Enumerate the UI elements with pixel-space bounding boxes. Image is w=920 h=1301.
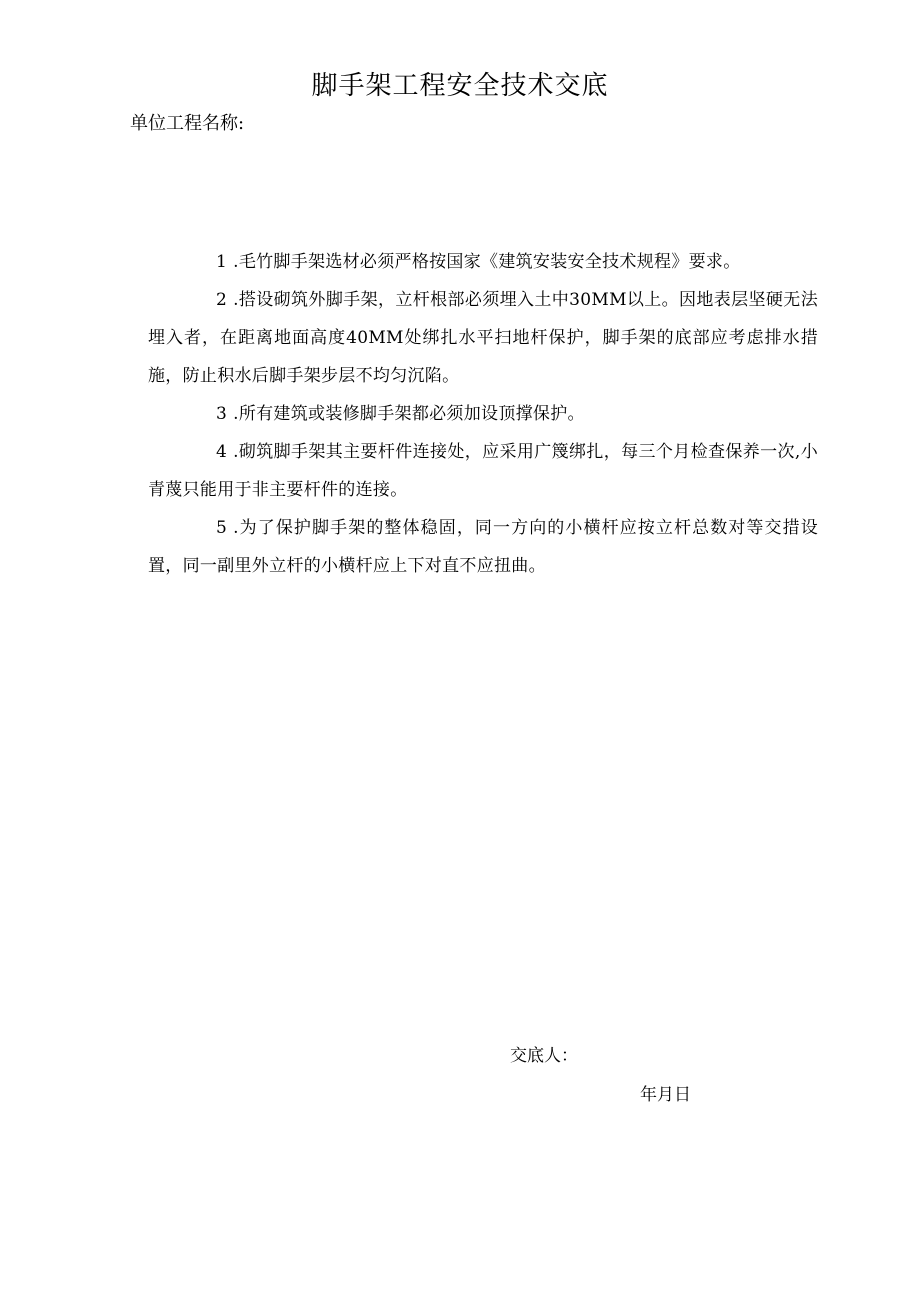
paragraph-number: 1 bbox=[216, 252, 228, 272]
paragraph-number: 4 bbox=[216, 442, 228, 462]
date-label: 年月日 bbox=[640, 1085, 691, 1105]
paragraph-5 bbox=[148, 509, 818, 585]
paragraph-1 bbox=[148, 243, 818, 281]
paragraph-text: .砌筑脚手架其主要杆件连接处，应采用广篾绑扎，每三个月检查保养一次,小青蔑只能用于非主要杆件的连接。 bbox=[148, 442, 818, 500]
paragraph-text: .搭设砌筑外脚手架，立杆根部必须埋入土中30MM以上。因地表层坚硬无法埋入者，在距离地面高度40MM处绑扎水平扫地杆保护，脚手架的底部应考虑排水措施，防止积水后脚手架步层不均匀沉陷。 bbox=[148, 290, 818, 386]
paragraph-text: .毛竹脚手架选材必须严格按国家《建筑安装安全技术规程》要求。 bbox=[233, 252, 741, 272]
paragraph-4 bbox=[148, 433, 818, 509]
paragraph-number: 3 bbox=[216, 404, 228, 424]
paragraph-text: .为了保护脚手架的整体稳固，同一方向的小横杆应按立杆总数对等交措设置，同一副里外立杆的小横杆应上下对直不应扭曲。 bbox=[148, 518, 818, 576]
paragraph-text: .所有建筑或装修脚手架都必须加设顶撑保护。 bbox=[233, 404, 585, 424]
document-body bbox=[148, 243, 818, 585]
paragraph-number: 2 bbox=[216, 290, 228, 310]
paragraph-3 bbox=[148, 395, 818, 433]
signer-label: 交底人： bbox=[510, 1046, 578, 1066]
paragraph-2 bbox=[148, 281, 818, 395]
project-name-label: 单位工程名称: bbox=[130, 113, 245, 134]
document-title: 脚手架工程安全技术交底 bbox=[311, 71, 609, 101]
paragraph-number: 5 bbox=[216, 518, 228, 538]
